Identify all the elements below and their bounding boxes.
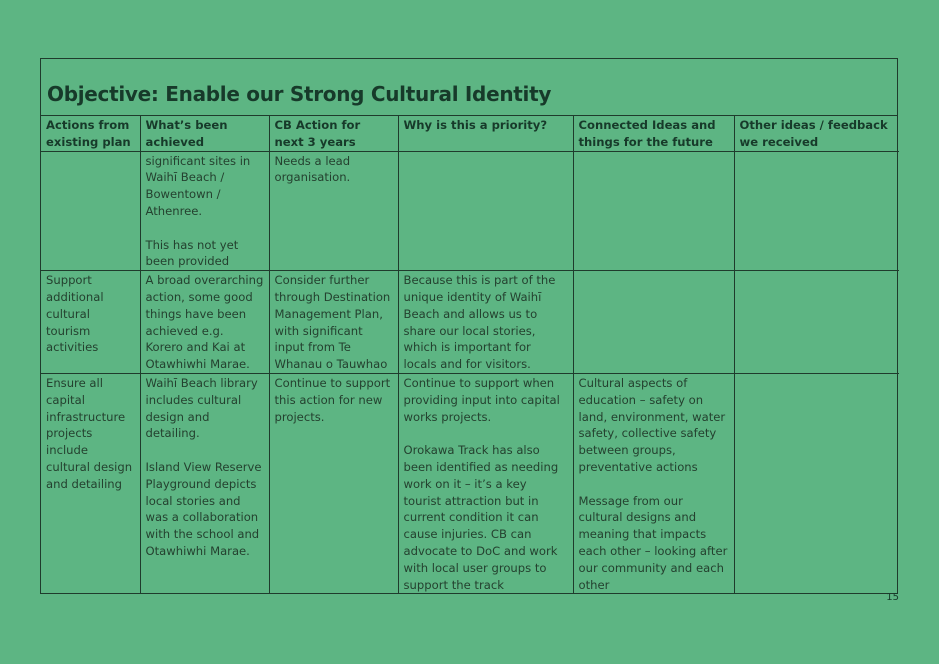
header-other-ideas: Other ideas / feedback we received [734,116,899,151]
table-cell [573,151,734,271]
table-cell: Because this is part of the unique identity of Waihī Beach and allows us to share our local stories, which is important for locals and for visitors. [398,271,573,374]
table-cell [734,151,899,271]
header-row [41,116,899,151]
objective-table-frame [40,58,898,594]
title-row [41,59,897,116]
table-cell [734,271,899,374]
table-cell [398,151,573,271]
page-number: 15 [886,592,899,603]
header-achieved: What’s been achieved [140,116,269,151]
table-cell: Needs a lead organisation. [269,151,398,271]
table-cell: Continue to support this action for new projects. [269,373,398,593]
table-cell [573,271,734,374]
table-row [41,271,899,374]
table-cell: Ensure all capital infrastructure projects include cultural design and detailing [41,373,140,593]
table-cell: significant sites in Waihī Beach / Bowentown / Athenree. This has not yet been provided [140,151,269,271]
table-cell: Waihī Beach library includes cultural design and detailing. Island View Reserve Playground depicts local stories and was a collaboration with the school and Otawhiwhi Marae. [140,373,269,593]
header-actions: Actions from existing plan [41,116,140,151]
page-title: Objective: Enable our Strong Cultural Identity [47,82,552,106]
header-connected-ideas: Connected Ideas and things for the future [573,116,734,151]
table-cell: Continue to support when providing input into capital works projects. Orokawa Track has also been identified as needing work on it – it’s a key tourist attraction but in current condition it can cause injuries. CB can advocate to DoC and work with local user groups to support the track [398,373,573,593]
table-cell [41,151,140,271]
header-cb-action: CB Action for next 3 years [269,116,398,151]
action-table [41,116,899,593]
table-cell: Cultural aspects of education – safety on land, environment, water safety, collective safety between groups, preventative actions Message from our cultural designs and meaning that impacts each other – looking after our community and each other [573,373,734,593]
table-row [41,151,899,271]
table-row [41,373,899,593]
table-cell: Support additional cultural tourism activities [41,271,140,374]
table-cell [734,373,899,593]
table-cell: Consider further through Destination Management Plan, with significant input from Te Whanau o Tauwhao [269,271,398,374]
table-cell: A broad overarching action, some good things have been achieved e.g. Korero and Kai at Otawhiwhi Marae. [140,271,269,374]
header-priority: Why is this a priority? [398,116,573,151]
